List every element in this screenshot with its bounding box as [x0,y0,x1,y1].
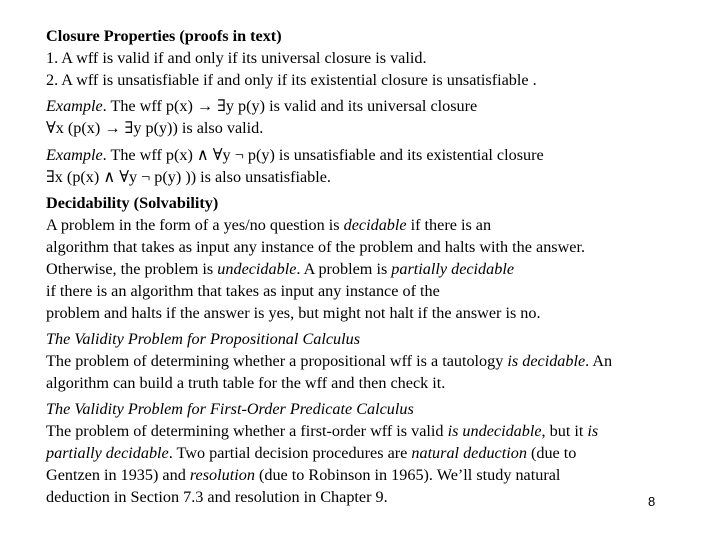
example-2-text: . The wff p(x) ∧ ∀y ¬ p(y) is unsatisfiable and its existential closure [102,146,544,164]
term-is: is [587,422,599,440]
term-partially-decidable-2: partially decidable [46,444,169,462]
text-run: (due to [526,444,577,462]
example-1-line-1 [46,96,477,116]
decidability-line-5: problem and halts if the answer is yes, but might not halt if the answer is no. [46,304,541,322]
text-run: . Two partial decision procedures are [168,444,412,462]
decidability-line-3 [46,259,514,279]
closure-item-2: 2. A wff is unsatisfiable if and only if its existential closure is unsatisfiable . [46,71,537,89]
term-is-decidable: is decidable [507,352,586,370]
text-run: Gentzen in 1935) and [46,466,190,484]
first-order-title: The Validity Problem for First-Order Predicate Calculus [46,400,414,418]
closure-heading: Closure Properties (proofs in text) [46,27,282,45]
first-order-line-4: deduction in Section 7.3 and resolution in Chapter 9. [46,488,388,506]
text-run: . An [585,352,613,370]
decidability-line-2: algorithm that takes as input any instance of the problem and halts with the answer. [46,238,586,256]
term-is-undecidable: is undecidable [447,422,542,440]
decidability-line-4: if there is an algorithm that takes as input any instance of the [46,282,440,300]
propositional-title: The Validity Problem for Propositional Calculus [46,330,361,348]
term-partially-decidable: partially decidable [391,260,515,278]
example-1-label: Example [46,97,103,115]
term-resolution: resolution [189,466,255,484]
first-order-line-1 [46,421,598,441]
text-run: A problem in the form of a yes/no question is [46,216,344,234]
term-undecidable: undecidable [217,260,297,278]
example-1-text: . The wff p(x) → ∃y p(y) is valid and its universal closure [102,97,478,115]
page-number: 8 [648,494,656,509]
example-2-line-1 [46,145,544,165]
closure-item-1: 1. A wff is valid if and only if its universal closure is valid. [46,49,427,67]
example-1-line-2: ∀x (p(x) → ∃y p(y)) is also valid. [46,119,264,137]
text-run: The problem of determining whether a propositional wff is a tautology [46,352,508,370]
decidability-line-1 [46,215,491,235]
propositional-line-1 [46,351,612,371]
first-order-line-2 [46,443,576,463]
text-run: . A problem is [296,260,392,278]
first-order-line-3 [46,465,560,485]
text-run: if there is an [406,216,492,234]
example-2-line-2: ∃x (p(x) ∧ ∀y ¬ p(y) )) is also unsatisfiable. [46,168,331,186]
text-run: (due to Robinson in 1965). We’ll study natural [254,466,561,484]
text-run: The problem of determining whether a first-order wff is valid [46,422,448,440]
term-natural-deduction: natural deduction [411,444,527,462]
text-run: , but it [541,422,588,440]
term-decidable: decidable [343,216,407,234]
text-run: Otherwise, the problem is [46,260,218,278]
example-2-label: Example [46,146,103,164]
propositional-line-2: algorithm can build a truth table for the wff and then check it. [46,374,446,392]
decidability-heading: Decidability (Solvability) [46,194,219,212]
